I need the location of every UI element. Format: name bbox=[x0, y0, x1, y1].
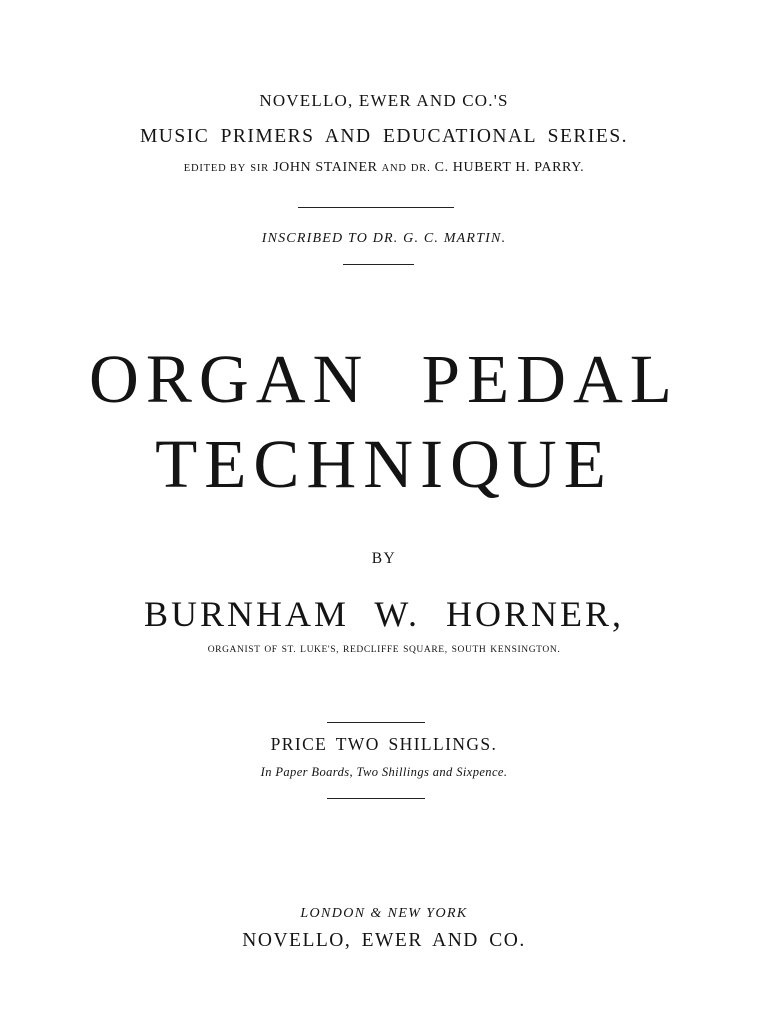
and-label: AND bbox=[381, 163, 407, 174]
divider-rule bbox=[298, 207, 454, 208]
edited-by-label: EDITED BY bbox=[183, 163, 247, 174]
divider-rule bbox=[327, 722, 425, 723]
divider-rule bbox=[343, 264, 414, 265]
editors-line bbox=[0, 160, 768, 176]
inscription: INSCRIBED TO DR. G. C. MARTIN. bbox=[261, 231, 507, 246]
divider-rule bbox=[327, 798, 425, 799]
book-title-line-1: ORGAN PEDAL bbox=[89, 341, 679, 417]
imprint-place: LONDON & NEW YORK bbox=[300, 906, 468, 921]
sir-label: SIR bbox=[250, 163, 269, 174]
editor-name-parry: C. HUBERT H. PARRY. bbox=[434, 160, 585, 175]
author-name: BURNHAM W. HORNER, bbox=[143, 594, 625, 634]
editor-name-stainer: JOHN STAINER bbox=[273, 160, 378, 175]
author-position: ORGANIST OF ST. LUKE'S, REDCLIFFE SQUARE, SOUTH KENSINGTON. bbox=[207, 645, 561, 655]
price-line: PRICE TWO SHILLINGS. bbox=[270, 734, 498, 754]
series-title: MUSIC PRIMERS AND EDUCATIONAL SERIES. bbox=[139, 126, 629, 147]
binding-price-line: In Paper Boards, Two Shillings and Sixpence. bbox=[260, 765, 508, 779]
dr-label: DR. bbox=[410, 163, 431, 174]
by-label: BY bbox=[371, 550, 397, 567]
imprint-publisher: NOVELLO, EWER AND CO. bbox=[242, 930, 526, 951]
book-title-line-2: TECHNIQUE bbox=[155, 426, 613, 502]
publisher-header: NOVELLO, EWER AND CO.'S bbox=[259, 91, 509, 110]
